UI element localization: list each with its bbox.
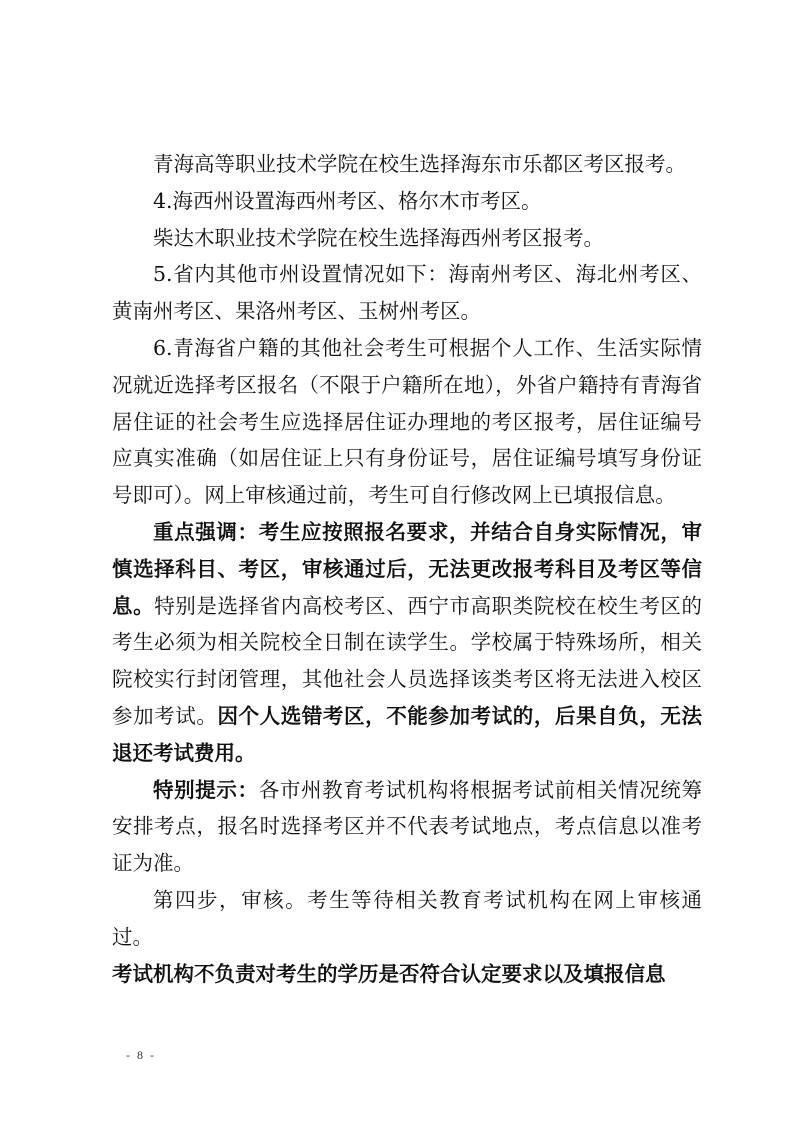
emphasis-normal-text: 特别是选择省内高校考区、西宁市高职类院校在校生考区的考生必须为相关院校全日制在读学生。学校属于特殊场所，相关院校实行封闭管理，其他社会人员选择该类考区将无法进入校区参加考试。 [112, 593, 703, 728]
paragraph-special-notice [112, 772, 702, 882]
paragraph-exam-agency-disclaimer: 考试机构不负责对考生的学历是否符合认定要求以及填报信息 [112, 961, 666, 986]
paragraph-qinghai-vocational: 青海高等职业技术学院在校生选择海东市乐都区考区报考。 [153, 152, 686, 176]
paragraph-step-four-review: 第四步，审核。考生等待相关教育考试机构在网上审核通过。 [112, 887, 702, 949]
page-number: - 8 - [126, 1048, 156, 1062]
notice-bold-label: 特别提示： [153, 777, 259, 802]
paragraph-key-emphasis [112, 514, 702, 772]
paragraph-other-prefectures: 5.省内其他市州设置情况如下：海南州考区、海北州考区、黄南州考区、果洛州考区、玉树州考区。 [112, 262, 702, 324]
emphasis-bold-end: 因个人选错考区，不能参加考试的，后果自负，无法退还考试费用。 [112, 703, 703, 765]
paragraph-qaidam-college: 柴达木职业技术学院在校生选择海西州考区报考。 [153, 225, 604, 250]
document-body [112, 146, 702, 992]
notice-normal-text: 各市州教育考试机构将根据考试前相关情况统筹安排考点，报名时选择考区并不代表考试地点，考点信息以准考证为准。 [112, 777, 703, 876]
paragraph-haixi-exam-area: 4.海西州设置海西州考区、格尔木市考区。 [153, 188, 542, 213]
emphasis-bold-start: 重点强调：考生应按照报名要求，并结合自身实际情况，审慎选择科目、考区，审核通过后，无法更改报考科目及考区等信息。 [112, 519, 702, 618]
paragraph-social-candidates: 6.青海省户籍的其他社会考生可根据个人工作、生活实际情况就近选择考区报名（不限于户籍所在地），外省户籍持有青海省居住证的社会考生应选择居住证办理地的考区报考，居住证编号应真实准确（如居住证上只有身份证号，居住证编号填写身份证号即可）。网上审核通过前，考生可自行修改网上已填报信息。 [112, 335, 702, 508]
